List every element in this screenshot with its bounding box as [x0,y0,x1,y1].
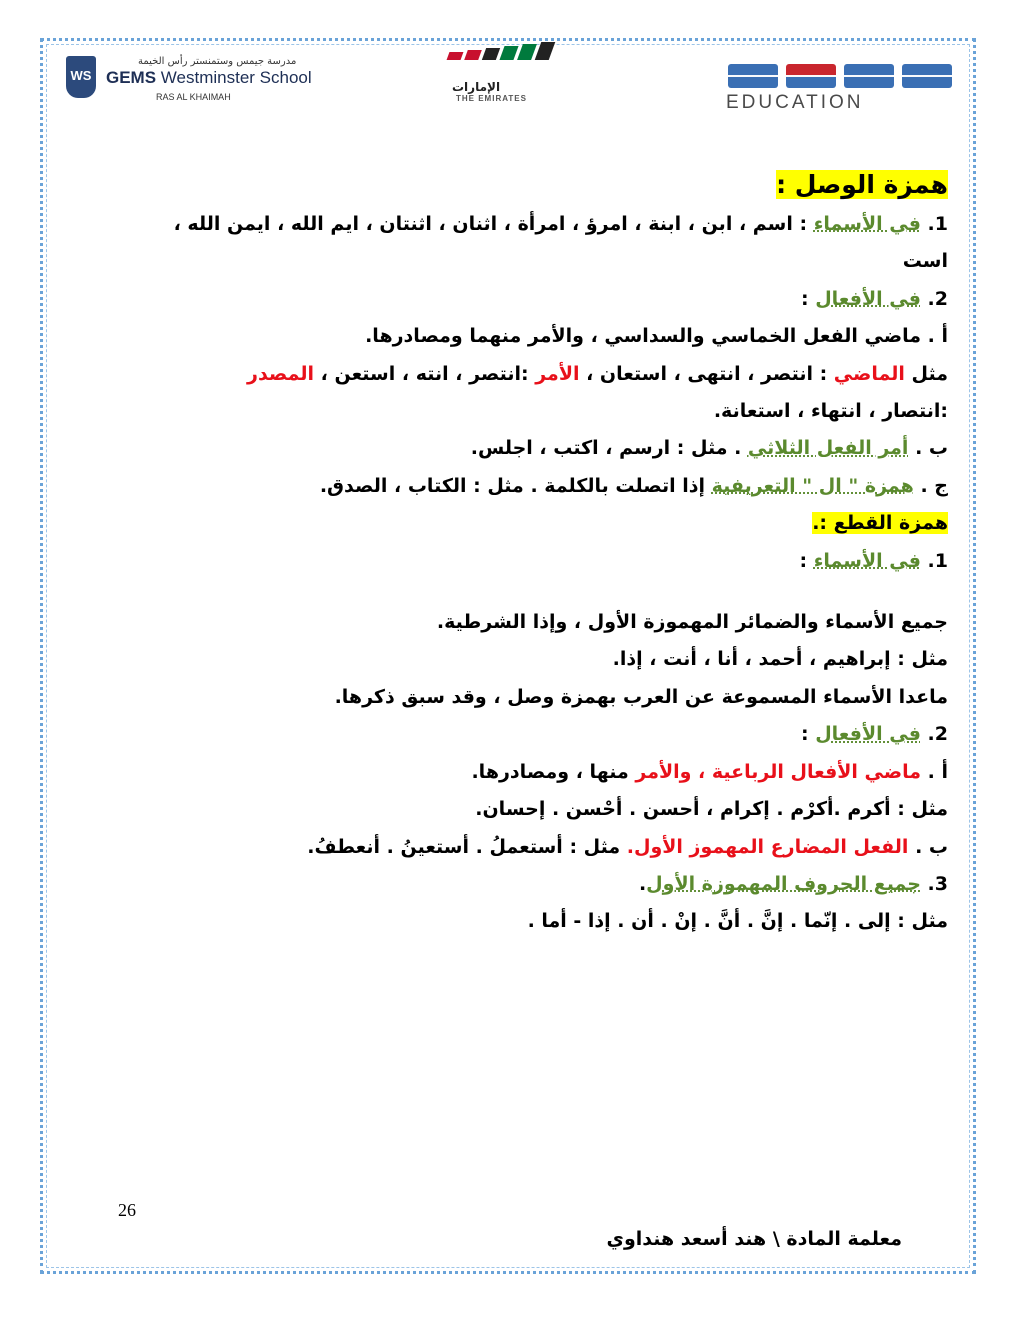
qat-verbs-heading: 2. في الأفعال : [800,723,948,746]
gems-westminster-logo [66,56,316,106]
qat-nouns-exception: ماعدا الأسماء المسموعة عن العرب بهمزة وصل ، وقد سبق ذكرها. [334,685,948,708]
title-wasl: همزة الوصل : [776,170,948,199]
wasl-verbs-a: أ . ماضي الفعل الخماسي والسداسي ، والأمر منهما ومصادرها. [365,325,948,348]
emirates-english: THE EMIRATES [456,94,527,103]
ws-school-name: GEMS Westminster School [106,68,312,87]
ws-shield-icon: WS [66,56,96,98]
qat-verbs-b: ب . الفعل المضارع المهموز الأول. مثل : أستعملُ . أستعينُ . أنعطفُ. [307,835,948,858]
ws-city: RAS AL KHAIMAH [156,92,231,102]
emirates-arabic: الإمارات [452,80,501,94]
gems-education-logo [726,64,958,113]
wasl-verbs-c: ج . همزة " ال " التعريفية إذا اتصلت بالكلمة . مثل : الكتاب ، الصدق. [319,474,948,497]
education-text: EDUCATION [726,92,864,113]
wasl-nouns-line-2: است [902,250,948,273]
wasl-nouns-line: 1. في الأسماء : اسم ، ابن ، ابنة ، امرؤ ، امرأة ، اثنان ، اثنتان ، ايم الله ، ايمن الله ، [173,213,948,235]
lesson-content [128,164,948,941]
page-number: 26 [118,1200,136,1220]
ws-arabic-name: مدرسة جيمس وستمنستر رأس الخيمة [138,56,297,67]
wasl-verbs-b: ب . أمر الفعل الثلاثي . مثل : ارسم ، اكتب ، اجلس. [470,437,948,460]
the-emirates-logo [442,58,572,104]
title-qat: همزة القطع :. [812,512,948,535]
qat-letters-heading: 3. جميع الحروف المهموزة الأول. [638,872,948,895]
teacher-signature: معلمة المادة \ هند أسعد هنداوي [606,1228,902,1250]
qat-verbs-a: أ . ماضي الأفعال الرباعية ، والأمر منها ، ومصادرها. [471,760,948,783]
qat-nouns-example: مثل : إبراهيم ، أحمد ، أنا ، أنت ، إذا. [612,648,948,671]
qat-nouns-heading: 1. في الأسماء : [799,549,948,572]
wasl-verbs-example-2: :انتصار ، انتهاء ، استعانة. [713,400,948,423]
qat-letters-example: مثل : إلى . إنّما . إنَّ . أنَّ . إنْ . أن . إذا - أما . [527,910,948,933]
gems-word-icon [728,64,954,90]
wasl-verbs-heading: 2. في الأفعال : [800,287,948,310]
qat-verbs-example: مثل : أكرم .أكرْم . إكرام ، أحسن . أحْسن . إحسان. [475,798,948,821]
qat-nouns-text: جميع الأسماء والضمائر المهموزة الأول ، وإذا الشرطية. [436,611,948,634]
wasl-verbs-example: مثل الماضي : انتصر ، انتهى ، استعان ، الأمر :انتصر ، انته ، استعن ، المصدر [247,362,948,385]
